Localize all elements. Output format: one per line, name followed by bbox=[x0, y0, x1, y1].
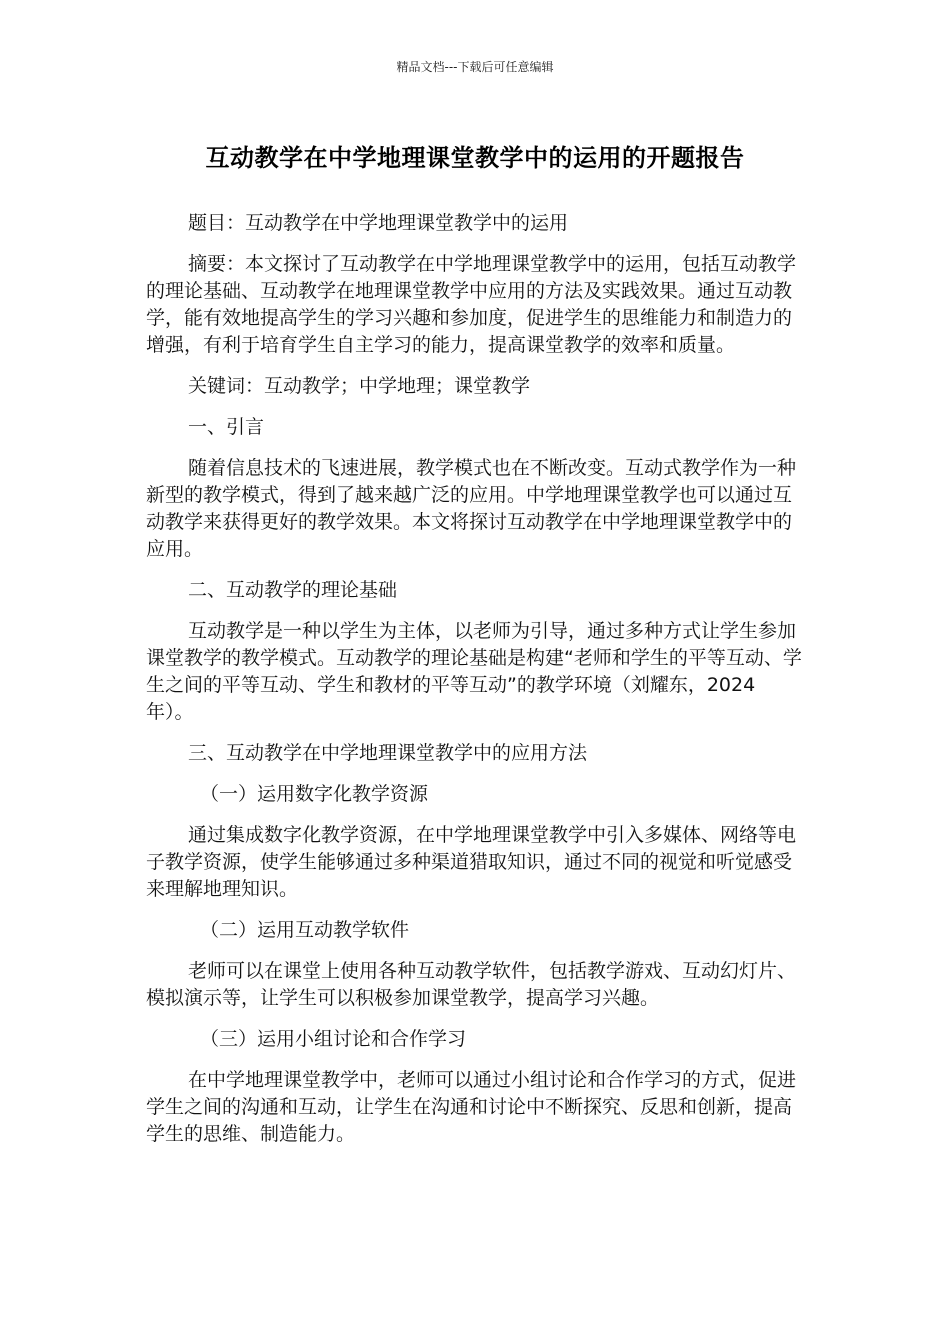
document-body bbox=[146, 210, 806, 1162]
subheading-group-discussion: （三）运用小组讨论和合作学习 bbox=[200, 1028, 467, 1050]
section-heading-methods: 三、互动教学在中学地理课堂教学中的应用方法 bbox=[188, 742, 588, 764]
topic-line: 题目：互动教学在中学地理课堂教学中的运用 bbox=[188, 212, 569, 234]
group-discussion-paragraph: 在中学地理课堂教学中，老师可以通过小组讨论和合作学习的方式，促进学生之间的沟通和互动，让学生在沟通和讨论中不断探究、反思和创新，提高学生的思维、制造能力。 bbox=[146, 1069, 797, 1145]
subheading-interactive-software: （二）运用互动教学软件 bbox=[200, 919, 410, 941]
theory-paragraph: 互动教学是一种以学生为主体，以老师为引导，通过多种方式让学生参加课堂教学的教学模式。互动教学的理论基础是构建“老师和学生的平等互动、学生之间的平等互动、学生和教材的平等互动”的教学环境（刘耀东，2024 年）。 bbox=[146, 620, 802, 723]
introduction-paragraph: 随着信息技术的飞速进展，教学模式也在不断改变。互动式教学作为一种新型的教学模式，得到了越来越广泛的应用。中学地理课堂教学也可以通过互动教学来获得更好的教学效果。本文将探讨互动教学在中学地理课堂教学中的应用。 bbox=[146, 457, 797, 560]
digital-resources-paragraph: 通过集成数字化教学资源，在中学地理课堂教学中引入多媒体、网络等电子教学资源，使学生能够通过多种渠道猎取知识，通过不同的视觉和听觉感受来理解地理知识。 bbox=[146, 824, 797, 900]
abstract-paragraph: 摘要：本文探讨了互动教学在中学地理课堂教学中的运用，包括互动教学的理论基础、互动教学在地理课堂教学中应用的方法及实践效果。通过互动教学，能有效地提高学生的学习兴趣和参加度，促进学生的思维能力和制造力的增强，有利于培育学生自主学习的能力，提高课堂教学的效率和质量。 bbox=[146, 253, 797, 356]
header-note: 精品文档---下载后可任意编辑 bbox=[396, 60, 554, 74]
keywords-line: 关键词：互动教学；中学地理；课堂教学 bbox=[188, 375, 531, 397]
section-heading-introduction: 一、引言 bbox=[188, 416, 265, 438]
subheading-digital-resources: （一）运用数字化教学资源 bbox=[200, 783, 429, 805]
section-heading-theory: 二、互动教学的理论基础 bbox=[188, 579, 398, 601]
interactive-software-paragraph: 老师可以在课堂上使用各种互动教学软件，包括教学游戏、互动幻灯片、模拟演示等，让学生可以积极参加课堂教学，提高学习兴趣。 bbox=[146, 960, 797, 1009]
document-title: 互动教学在中学地理课堂教学中的运用的开题报告 bbox=[205, 144, 745, 172]
